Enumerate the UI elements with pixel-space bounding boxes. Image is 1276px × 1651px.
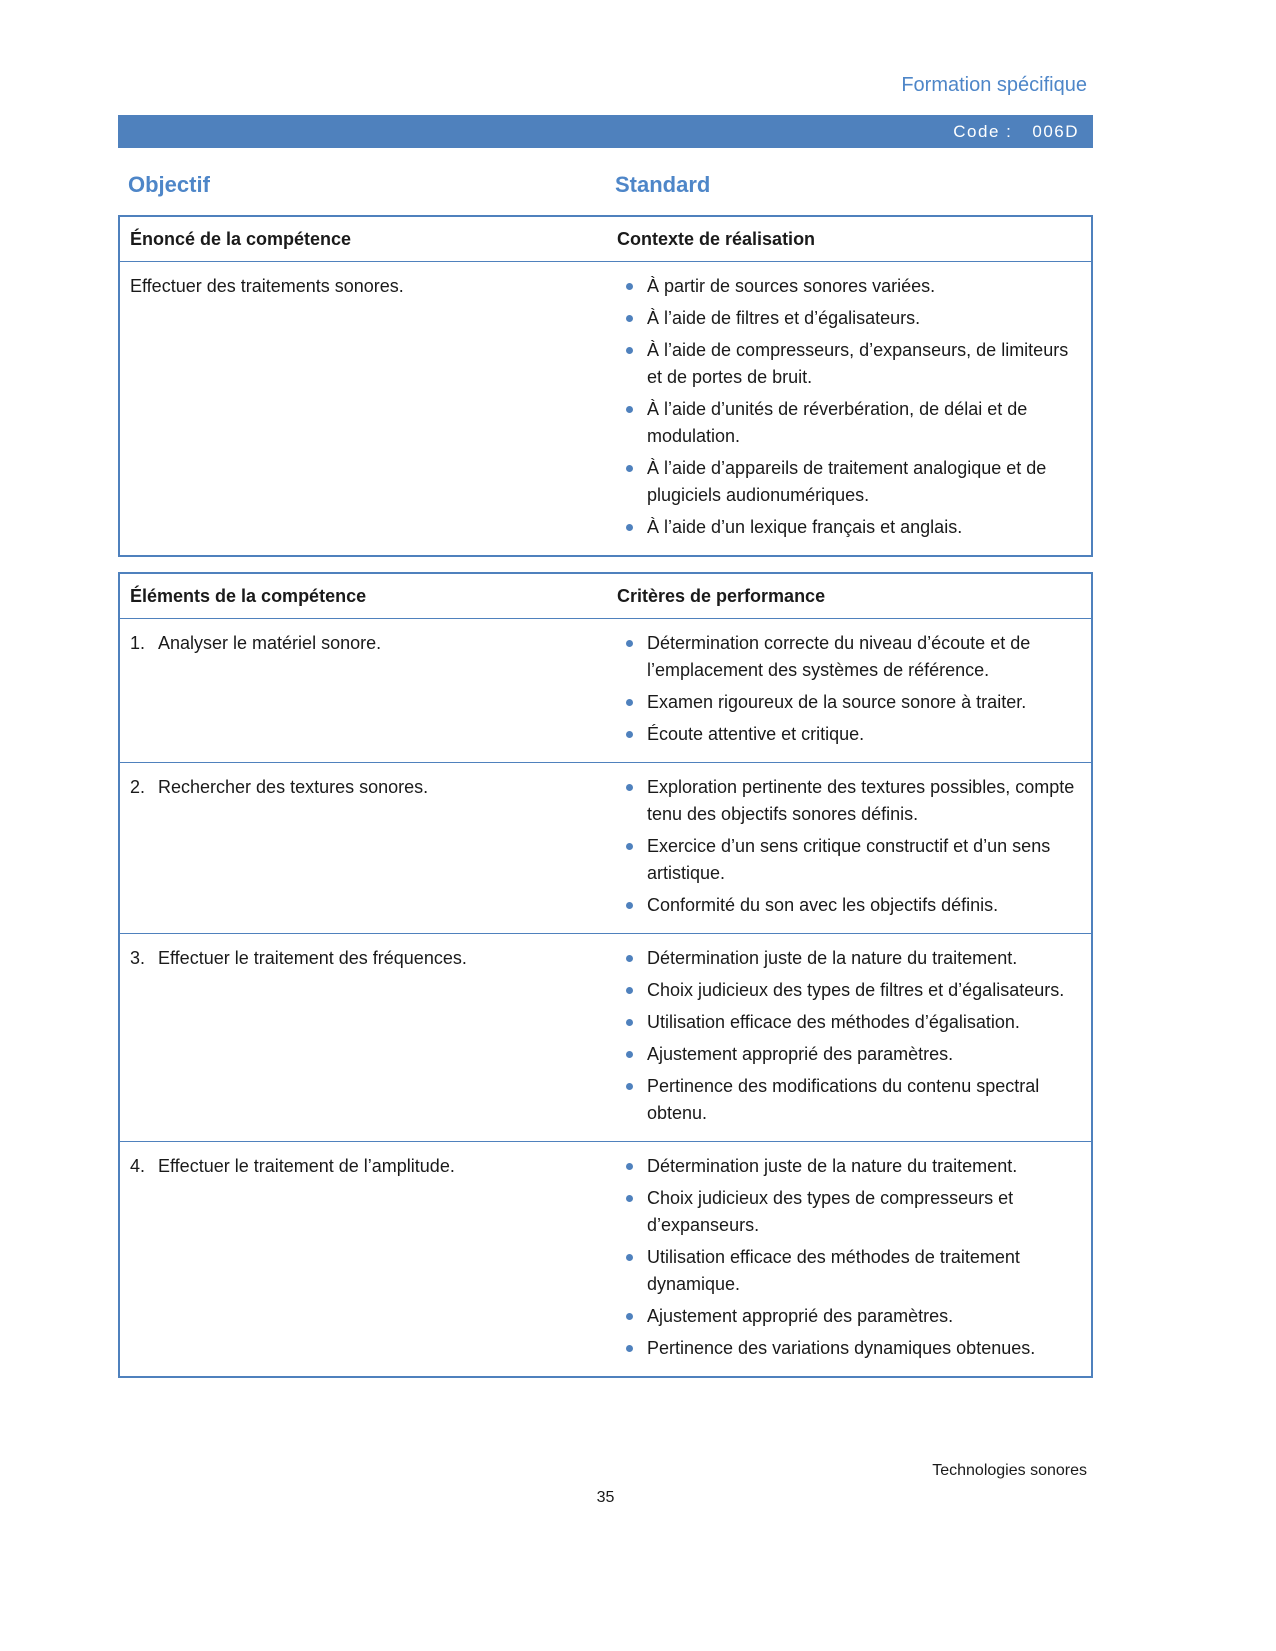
column-headings	[118, 172, 1093, 198]
competence-table-header	[120, 217, 1091, 262]
criteria-item: Détermination juste de la nature du traitement.	[617, 1153, 1081, 1180]
criteria-list	[617, 1153, 1081, 1362]
element-number: 4.	[130, 1156, 146, 1176]
context-item: À l’aide de compresseurs, d’expanseurs, de limiteurs et de portes de bruit.	[617, 337, 1081, 391]
element-number: 2.	[130, 777, 146, 797]
context-item: À l’aide d’unités de réverbération, de délai et de modulation.	[617, 396, 1081, 450]
element-number: 3.	[130, 948, 146, 968]
criteria-cell	[617, 763, 1091, 933]
elements-table	[118, 572, 1093, 1378]
competence-table	[118, 215, 1093, 557]
criteria-item: Détermination juste de la nature du traitement.	[617, 945, 1081, 972]
element-cell	[120, 619, 617, 762]
criteria-list	[617, 945, 1081, 1127]
criteria-item: Choix judicieux des types de compresseurs et d’expanseurs.	[617, 1185, 1081, 1239]
criteria-cell	[617, 934, 1091, 1141]
context-list	[617, 273, 1081, 541]
criteria-item: Choix judicieux des types de filtres et d’égalisateurs.	[617, 977, 1081, 1004]
context-item: À l’aide d’appareils de traitement analogique et de plugiciels audionumériques.	[617, 455, 1081, 509]
enonce-competence-header: Énoncé de la compétence	[130, 229, 352, 249]
code-value: 006D	[1032, 121, 1079, 141]
criteria-list	[617, 774, 1081, 919]
page-number: 35	[596, 1489, 615, 1506]
element-cell	[120, 934, 617, 1141]
criteria-item: Exploration pertinente des textures possibles, compte tenu des objectifs sonores définis.	[617, 774, 1081, 828]
page-content	[118, 0, 1093, 1378]
criteria-item: Détermination correcte du niveau d’écoute et de l’emplacement des systèmes de référence.	[617, 630, 1081, 684]
elements-table-header	[120, 574, 1091, 619]
element-text: Effectuer le traitement des fréquences.	[158, 948, 467, 968]
context-cell	[617, 262, 1091, 555]
criteria-item: Pertinence des modifications du contenu spectral obtenu.	[617, 1073, 1081, 1127]
context-item: À partir de sources sonores variées.	[617, 273, 1081, 300]
criteria-item: Exercice d’un sens critique constructif et d’un sens artistique.	[617, 833, 1081, 887]
code-bar	[118, 115, 1093, 148]
context-item: À l’aide d’un lexique français et anglais.	[617, 514, 1081, 541]
criteria-cell	[617, 619, 1091, 762]
element-row	[120, 933, 1091, 1141]
competence-statement: Effectuer des traitements sonores.	[130, 276, 404, 296]
element-cell	[120, 1142, 617, 1376]
element-row	[120, 619, 1091, 762]
criteria-item: Utilisation efficace des méthodes d’égalisation.	[617, 1009, 1081, 1036]
context-item: À l’aide de filtres et d’égalisateurs.	[617, 305, 1081, 332]
criteria-cell	[617, 1142, 1091, 1376]
elements-table-body	[120, 619, 1091, 1376]
element-number: 1.	[130, 633, 146, 653]
code-label: Code :	[953, 121, 1013, 141]
criteria-item: Ajustement approprié des paramètres.	[617, 1303, 1081, 1330]
criteria-item: Utilisation efficace des méthodes de traitement dynamique.	[617, 1244, 1081, 1298]
criteria-list	[617, 630, 1081, 748]
footer-label: Technologies sonores	[932, 1462, 1087, 1479]
element-row	[120, 1141, 1091, 1376]
element-row	[120, 762, 1091, 933]
element-text: Effectuer le traitement de l’amplitude.	[158, 1156, 455, 1176]
element-cell	[120, 763, 617, 933]
criteria-item: Conformité du son avec les objectifs définis.	[617, 892, 1081, 919]
criteria-item: Ajustement approprié des paramètres.	[617, 1041, 1081, 1068]
competence-row	[120, 262, 1091, 555]
criteres-performance-header: Critères de performance	[617, 586, 826, 606]
contexte-realisation-header: Contexte de réalisation	[617, 229, 816, 249]
element-text: Rechercher des textures sonores.	[158, 777, 429, 797]
criteria-item: Écoute attentive et critique.	[617, 721, 1081, 748]
criteria-item: Pertinence des variations dynamiques obtenues.	[617, 1335, 1081, 1362]
criteria-item: Examen rigoureux de la source sonore à traiter.	[617, 689, 1081, 716]
elements-competence-header: Éléments de la compétence	[130, 586, 367, 606]
standard-heading: Standard	[615, 172, 711, 197]
section-label: Formation spécifique	[901, 74, 1087, 96]
element-text: Analyser le matériel sonore.	[158, 633, 382, 653]
objectif-heading: Objectif	[128, 172, 210, 197]
